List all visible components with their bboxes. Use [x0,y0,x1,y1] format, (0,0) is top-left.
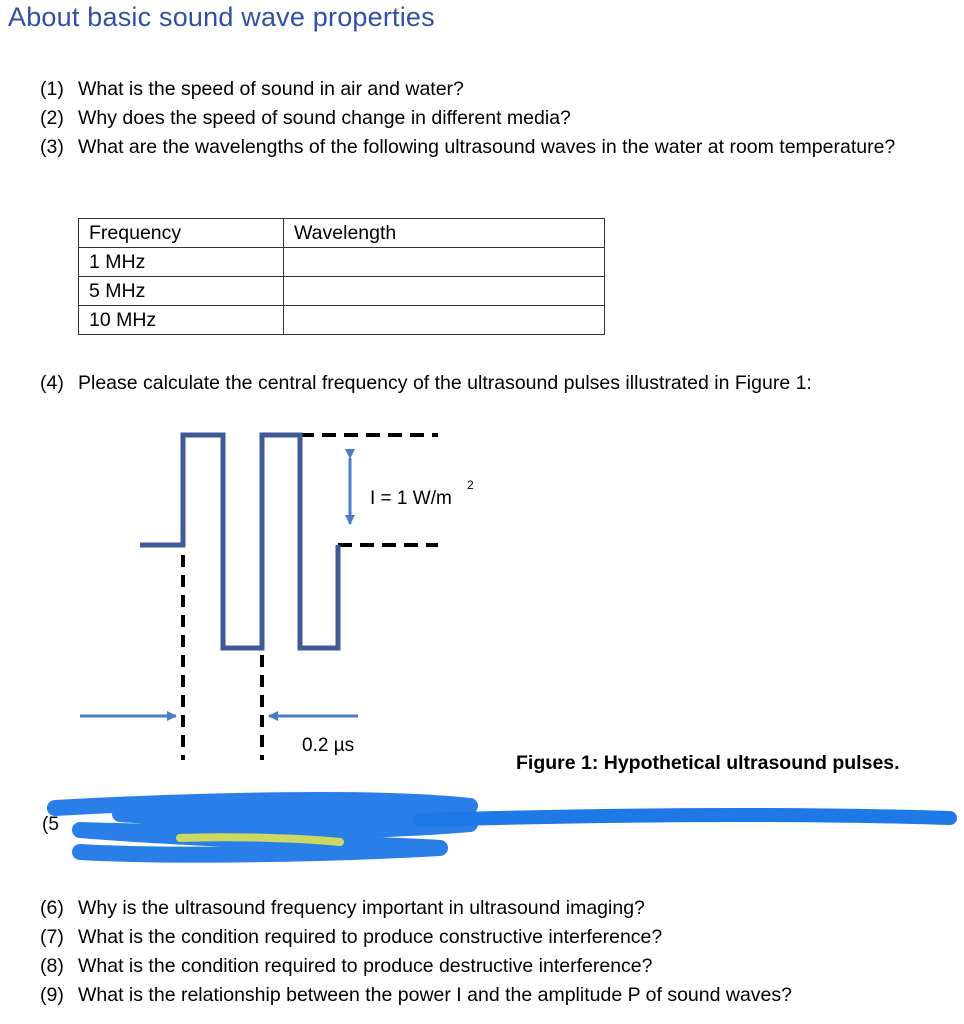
table-header-row [79,219,605,248]
question-text: What are the wavelengths of the following ultrasound waves in the water at room temperature? [78,136,896,158]
column-header-frequency: Frequency [79,219,284,248]
wavelength-cell[interactable] [284,306,605,335]
question-number: (9) [40,984,64,1006]
pulse-figure [0,400,964,780]
wavelength-cell[interactable] [284,277,605,306]
question-1 [40,75,898,104]
intensity-exponent: 2 [467,478,474,492]
question-list-bottom [40,894,898,1010]
table-row [79,277,605,306]
question-text: What is the condition required to produce destructive interference? [78,955,653,977]
question-number: (6) [40,897,64,919]
redaction-scribble [55,800,470,855]
page-title: About basic sound wave properties [8,2,435,32]
question-4 [40,369,938,398]
column-header-wavelength: Wavelength [284,219,605,248]
question-number: (2) [40,107,64,129]
frequency-cell: 1 MHz [79,248,284,277]
redacted-visible-prefix: (5 [42,814,59,835]
question-number: (1) [40,78,64,100]
question-number: (3) [40,136,64,158]
question-list-top [40,75,898,162]
intensity-label: I = 1 W/m [370,488,452,509]
question-text: Why is the ultrasound frequency important in ultrasound imaging? [78,897,645,919]
question-text: What is the relationship between the power I and the amplitude P of sound waves? [78,984,792,1006]
question-9 [40,981,898,1010]
wavelength-table [78,218,605,335]
figure-caption: Figure 1: Hypothetical ultrasound pulses. [516,752,900,774]
question-2 [40,104,898,133]
question-number: (4) [40,372,64,394]
redaction-scribble [420,815,950,820]
question-7 [40,923,898,952]
question-number: (7) [40,926,64,948]
frequency-cell: 10 MHz [79,306,284,335]
question-number: (8) [40,955,64,977]
question-list-middle [40,369,938,398]
time-label: 0.2 µs [302,735,355,756]
wavelength-cell[interactable] [284,248,605,277]
frequency-cell: 5 MHz [79,277,284,306]
question-8 [40,952,898,981]
question-3 [40,133,898,162]
question-text: Please calculate the central frequency of the ultrasound pulses illustrated in Figure 1: [78,372,812,394]
table-row [79,306,605,335]
question-text: Why does the speed of sound change in different media? [78,107,571,129]
pulse-waveform [140,435,338,648]
question-6 [40,894,898,923]
question-text: What is the speed of sound in air and water? [78,78,464,100]
highlight-mark [180,837,340,842]
question-text: What is the condition required to produce constructive interference? [78,926,663,948]
table-row [79,248,605,277]
redacted-question-5 [0,790,964,870]
